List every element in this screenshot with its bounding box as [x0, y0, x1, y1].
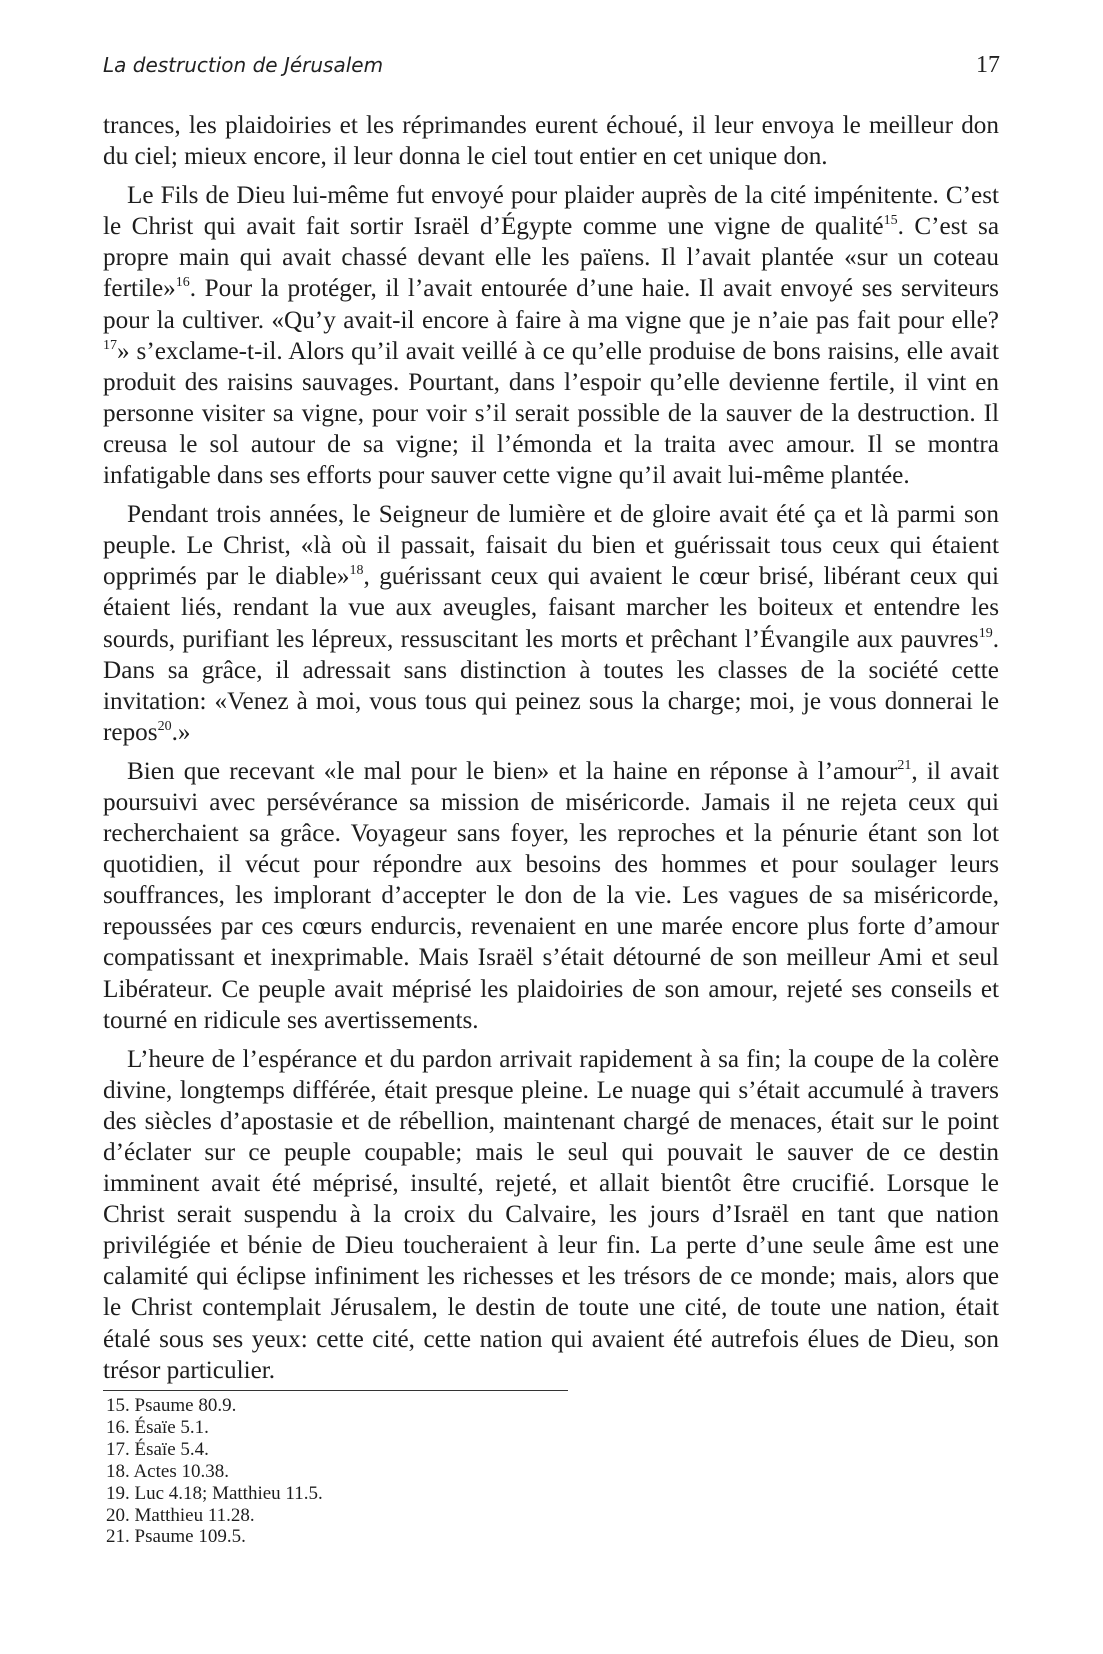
- paragraph-text: , il avait poursuivi avec persévérance sa mission de miséricorde. Jamais il ne rejeta ceux qui recherchaient sa grâce. Voyageur sans foyer, les reproches et la pénurie étant son lot quotidien, il vécut pour répondre aux besoins des hommes et pour soulager leurs souffrances, les implorant d’accepter le don de la vie. Les vagues de sa miséricorde, repoussées par ces cœurs endurcis, revenaient en une marée encore plus forte d’amour compatissant et inexprimable. Mais Israël s’était détourné de son meilleur Ami et seul Libérateur. Ce peuple avait méprisé les plaidoiries de son amour, rejeté ses conseils et tourné en ridicule ses avertissements.: [103, 757, 999, 1034]
- paragraph-text: trances, les plaidoiries et les réprimandes eurent échoué, il leur envoya le meilleur don du ciel; mieux encore, il leur donna le ciel tout entier en cet unique don.: [103, 112, 999, 171]
- paragraph: [103, 756, 999, 1036]
- footnote-reference[interactable]: 18: [349, 563, 364, 579]
- footnote-reference[interactable]: 16: [175, 275, 190, 291]
- footnote-reference[interactable]: 20: [157, 718, 172, 734]
- paragraph-text: Pendant trois années, le Seigneur de lumière et de gloire avait été ça et là parmi son peuple. Le Christ, «là où il passait, faisait du bien et guérissait tous ceux qui étaient opprimés par le diable»: [103, 501, 999, 591]
- paragraph-text: . Dans sa grâce, il adressait sans distinction à toutes les classes de la société cette invitation: «Venez à moi, vous tous qui peinez sous la charge; moi, je vous donnerai le repos: [103, 625, 999, 746]
- paragraph-text: L’heure de l’espérance et du pardon arrivait rapidement à sa fin; la coupe de la colère divine, longtemps différée, était presque pleine. Le nuage qui s’était accumulé à travers des siècles d’apostasie et de rébellion, maintenant chargé de menaces, était sur le point d’éclater sur ce peuple coupable; mais le seul qui pouvait le sauver de ce destin imminent avait été méprisé, insulté, rejeté, et allait bientôt être crucifié. Lorsque le Christ serait suspendu à la croix du Calvaire, les jours d’Israël en tant que nation privilégiée et bénie de Dieu toucheraient à leur fin. La perte d’une seule âme est une calamité qui éclipse infiniment les richesses et les trésors de ce monde; mais, alors que le Christ contemplait Jérusalem, le destin de toute une cité, de toute une nation, était étalé sous ses yeux: cette cité, cette nation qui avaient été autrefois élues de Dieu, son trésor particulier.: [103, 1045, 999, 1384]
- footnote-reference[interactable]: 17: [103, 337, 117, 353]
- footnote-reference[interactable]: 21: [897, 757, 912, 773]
- footnote: 19. Luc 4.18; Matthieu 11.5.: [106, 1482, 323, 1504]
- paragraph: [103, 110, 999, 172]
- footnote: 16. Ésaïe 5.1.: [106, 1416, 209, 1438]
- paragraph-text: . C’est sa propre main qui avait chassé devant elle les païens. Il l’avait plantée «sur un coteau fertile»: [103, 213, 999, 303]
- paragraph-text: Le Fils de Dieu lui-même fut envoyé pour plaider auprès de la cité impénitente. C’est le Christ qui avait fait sortir Israël d’Égypte comme une vigne de qualité: [103, 182, 999, 241]
- paragraph-text: . Pour la protéger, il l’avait entourée d’une haie. Il avait envoyé ses serviteurs pour la cultiver. «Qu’y avait-il encore à faire à ma vigne que je n’aie pas fait pour elle?: [103, 275, 999, 334]
- footnote: 21. Psaume 109.5.: [106, 1526, 246, 1548]
- footnote: 15. Psaume 80.9.: [106, 1395, 237, 1416]
- paragraph-text: Bien que recevant «le mal pour le bien» et la haine en réponse à l’amour: [127, 757, 898, 785]
- footnote-separator: [103, 1390, 568, 1391]
- footnote: 18. Actes 10.38.: [106, 1460, 229, 1482]
- page-number: 17: [976, 52, 1000, 78]
- running-head: [103, 50, 1000, 82]
- paragraph-text: » s’exclame-t-il. Alors qu’il avait veillé à ce qu’elle produise de bons raisins, elle avait produit des raisins sauvages. Pourtant, dans l’espoir qu’elle devienne fertile, il vint en personne visiter sa vigne, pour voir s’il serait possible de la sauver de la destruction. Il creusa le sol autour de sa vigne; il l’émonda et la traita avec amour. Il se montra infatigable dans ses efforts pour sauver cette vigne qu’il avait lui-même plantée.: [103, 337, 999, 490]
- footnotes: [106, 1395, 323, 1548]
- body-text: [103, 110, 999, 1394]
- chapter-title: La destruction de Jérusalem: [103, 53, 384, 77]
- footnote-reference[interactable]: 15: [883, 213, 898, 229]
- footnote: 17. Ésaïe 5.4.: [106, 1438, 209, 1460]
- paragraph: [103, 499, 999, 748]
- paragraph: [103, 180, 999, 491]
- footnote-reference[interactable]: 19: [978, 625, 993, 641]
- footnote: 20. Matthieu 11.28.: [106, 1504, 255, 1526]
- paragraph: [103, 1044, 999, 1386]
- paragraph-text: , guérissant ceux qui avaient le cœur brisé, libérant ceux qui étaient liés, rendant la vue aux aveugles, faisant marcher les boiteux et entendre les sourds, purifiant les lépreux, ressuscitant les morts et prêchant l’Évangile aux pauvres: [103, 563, 1000, 653]
- paragraph-text: .»: [171, 718, 191, 746]
